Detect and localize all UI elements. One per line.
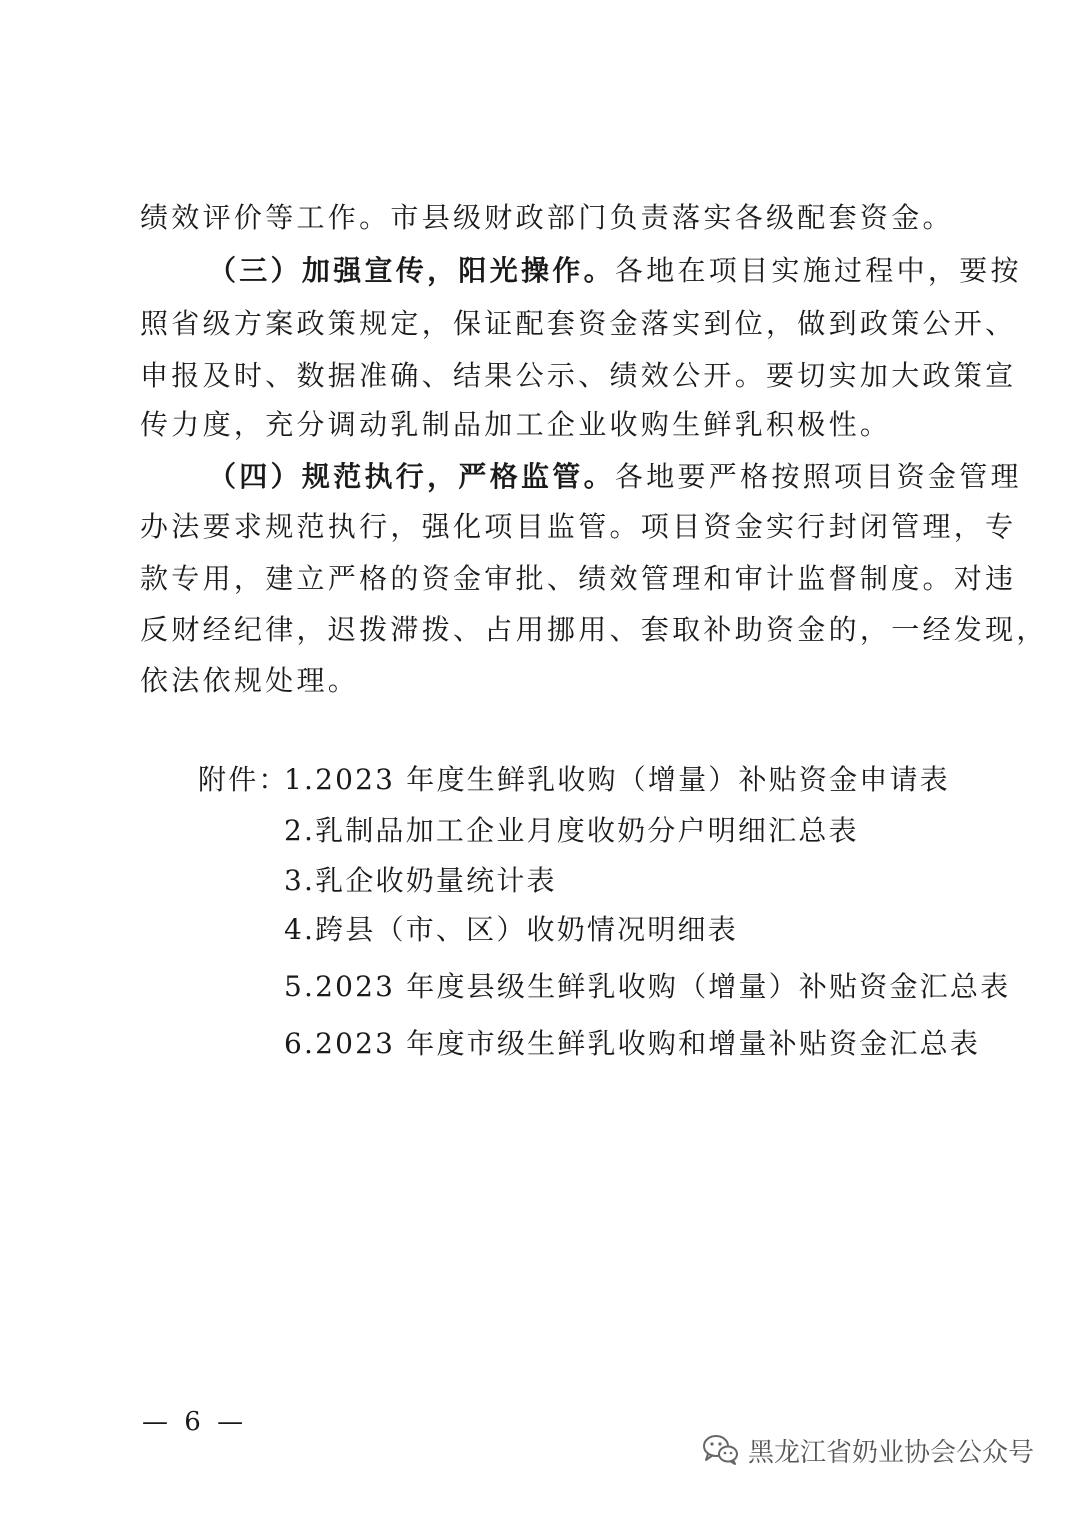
paragraph-3-heading: （四）规范执行，严格监管。 [208,460,615,493]
paragraph-3-line-1 [208,457,1022,497]
paragraph-2-heading: （三）加强宣传，阳光操作。 [208,254,615,287]
attachment-item-5: 5.2023 年度县级生鲜乳收购（增量）补贴资金汇总表 [284,970,1011,1003]
paragraph-3-line-2: 办法要求规范执行，强化项目监管。项目资金实行封闭管理，专 [140,510,1017,543]
attachment-item-6: 6.2023 年度市级生鲜乳收购和增量补贴资金汇总表 [284,1027,981,1060]
paragraph-3-line-4: 反财经纪律，迟拨滞拨、占用挪用、套取补助资金的，一经发现， [140,613,1048,646]
paragraph-3-line-5: 依法依规处理。 [140,664,360,697]
attachment-item-3: 3.乳企收奶量统计表 [284,864,557,897]
attachment-item-2: 2.乳制品加工企业月度收奶分户明细汇总表 [284,814,859,847]
watermark [702,1430,1034,1470]
paragraph-3-line-1-text: 各地要严格按照项目资金管理 [614,460,1022,493]
watermark-text: 黑龙江省奶业协会公众号 [748,1437,1035,1468]
paragraph-3-line-3: 款专用，建立严格的资金审批、绩效管理和审计监督制度。对违 [140,562,1017,595]
paragraph-2-line-3: 申报及时、数据准确、结果公示、绩效公开。要切实加大政策宣 [140,359,1017,392]
paragraph-2-line-1 [208,251,1022,291]
attachments-label: 附件： [198,763,289,796]
paragraph-2-line-4: 传力度，充分调动乳制品加工企业收购生鲜乳积极性。 [140,408,892,441]
paragraph-1-line-1: 绩效评价等工作。市县级财政部门负责落实各级配套资金。 [140,201,954,234]
wechat-icon [702,1434,740,1466]
paragraph-2-line-1-text: 各地在项目实施过程中，要按 [614,254,1022,287]
paragraph-2-line-2: 照省级方案政策规定，保证配套资金落实到位，做到政策公开、 [140,307,1017,340]
page-number: — 6 — [142,1407,248,1437]
attachment-item-4: 4.跨县（市、区）收奶情况明细表 [284,913,738,946]
attachment-item-1: 1.2023 年度生鲜乳收购（增量）补贴资金申请表 [284,763,950,796]
